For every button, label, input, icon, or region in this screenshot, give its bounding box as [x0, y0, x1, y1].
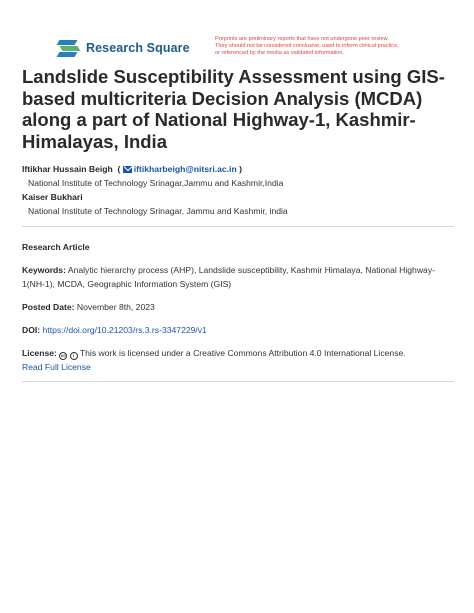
author-name: Iftikhar Hussain Beigh — [22, 164, 113, 174]
attribution-icon: i — [70, 352, 78, 360]
read-full-license-link[interactable]: Read Full License — [22, 361, 91, 372]
disclaimer-line: They should not be considered conclusive, used to inform clinical practice, — [215, 43, 399, 49]
disclaimer-line: Preprints are preliminary reports that have not undergone peer review. — [215, 36, 389, 42]
license-label: License: — [22, 348, 57, 358]
keywords-value: Analytic hierarchy process (AHP), Landslide susceptibility, Kashmir Himalaya, National Highway-1(NH-1), MCDA, Geographic Information System (GIS) — [22, 265, 435, 289]
doi-label: DOI: — [22, 325, 41, 335]
author-email-link[interactable]: iftikharbeigh@nitsri.ac.in — [123, 164, 237, 174]
author-list — [22, 162, 462, 218]
doi — [22, 324, 454, 338]
envelope-icon — [123, 166, 132, 173]
keywords — [22, 264, 454, 291]
creative-commons-icon: cc — [60, 353, 66, 358]
divider — [22, 381, 454, 382]
header — [58, 36, 458, 60]
disclaimer-line: or referenced by the media as validated information. — [215, 50, 345, 56]
license-text: This work is licensed under a Creative Commons Attribution 4.0 International License. — [79, 348, 406, 358]
keywords-label: Keywords: — [22, 265, 66, 275]
author-affiliation: National Institute of Technology Srinagar,Jammu and Kashmir,India — [28, 178, 284, 188]
author-name: Kaiser Bukhari — [22, 192, 83, 202]
paper-title: Landslide Susceptibility Assessment using GIS-based multicriteria Decision Analysis (MCDA) along a part of National Highway-1, Kashmir- Himalayas, India — [22, 66, 445, 152]
license — [22, 347, 454, 374]
doi-link[interactable]: https://doi.org/10.21203/rs.3.rs-3347229/v1 — [42, 325, 207, 335]
logo-text: Research Square — [86, 41, 190, 55]
author-line: Iftikhar Hussain Beigh ( iftikharbeigh@nitsri.ac.in ) — [22, 164, 242, 174]
posted-date-value: November 8th, 2023 — [76, 302, 155, 312]
research-square-logo[interactable] — [58, 38, 190, 58]
author-affiliation: National Institute of Technology Srinagar, Jammu and Kashmir, india — [28, 206, 288, 216]
posted-date-label: Posted Date: — [22, 302, 75, 312]
preprint-disclaimer — [215, 36, 445, 57]
posted-date — [22, 301, 454, 315]
research-square-logo-icon — [58, 38, 80, 58]
divider — [22, 226, 454, 227]
article-type: Research Article — [22, 242, 90, 252]
